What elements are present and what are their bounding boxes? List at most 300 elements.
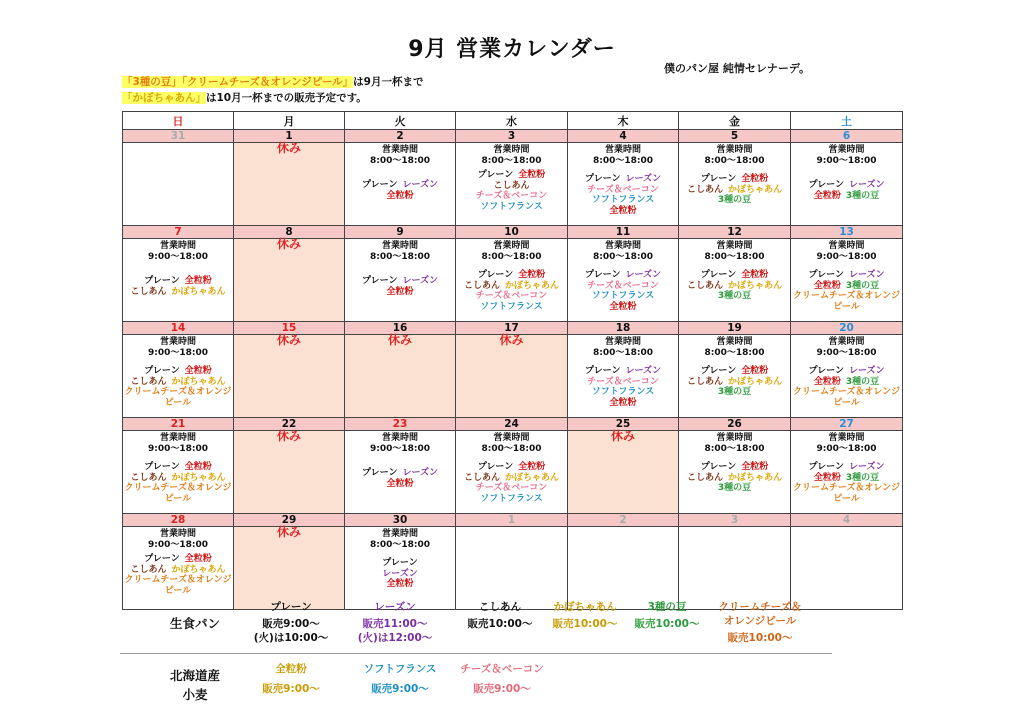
legend-cheese [452, 662, 552, 696]
bread-line [345, 579, 455, 590]
hours-label: 営業時間 [716, 145, 753, 155]
date-number: 25 [568, 418, 679, 431]
hours-value: 8:00～18:00 [592, 347, 654, 358]
bread-line [345, 569, 455, 580]
hours-label: 営業時間 [604, 241, 641, 251]
bread-item: 全粒粉 [609, 397, 637, 408]
bread-line [791, 270, 902, 281]
bread-item: こしあん [130, 286, 167, 297]
legend-wheat-label [150, 666, 240, 704]
bread-item: レーズン [848, 462, 885, 472]
week-2-date-row [123, 226, 903, 239]
hours-value: 9:00～18:00 [147, 443, 209, 454]
bread-item: プレーン [361, 468, 398, 478]
bread-line [123, 575, 233, 586]
bread-line [791, 191, 902, 202]
legend-raisin-time: 販売11:00～ [362, 618, 428, 630]
legend-cream-time: 販売10:00～ [727, 632, 793, 644]
bread-item: チーズ＆ベーコン [475, 291, 548, 301]
bread-item: こしあん [686, 184, 723, 195]
date-number: 31 [123, 130, 234, 143]
bread-item: こしあん [686, 376, 723, 387]
date-number: 17 [456, 322, 568, 335]
notice-rest-1: は9月一杯まで [353, 76, 424, 88]
day-cell [456, 431, 568, 514]
legend-soft-name: ソフトフランス [363, 663, 437, 675]
bread-item: かぼちゃあん [171, 472, 226, 483]
bread-item: プレーン [808, 270, 844, 280]
date-number: 7 [123, 226, 234, 239]
bread-item: レーズン [382, 568, 418, 579]
legend-cream [710, 600, 810, 645]
date-number: 4 [791, 514, 903, 527]
bread-item: こしあん [686, 280, 723, 291]
bread-item: 全粒粉 [609, 205, 637, 216]
bread-item: 全粒粉 [741, 270, 769, 280]
legend-cheese-name: チーズ＆ベーコン [460, 663, 544, 675]
bread-item: かぼちゃあん [505, 472, 560, 483]
bread-item: 3種の豆 [717, 483, 752, 493]
bread-item: レーズン [848, 366, 885, 376]
day-cell-empty [123, 143, 234, 226]
hours-value: 8:00～18:00 [592, 155, 654, 166]
bread-line [679, 270, 790, 281]
date-number: 13 [791, 226, 903, 239]
week-5-cell-row [123, 527, 903, 610]
closed-label: 休み [387, 333, 412, 347]
bread-line [568, 387, 678, 398]
bread-item: ピール [164, 397, 192, 408]
notice-kabocha: 「かぼちゃあん」 [122, 92, 206, 104]
bread-item: プレーン [808, 366, 844, 376]
bread-line [345, 468, 455, 479]
legend-raisin [350, 600, 440, 645]
bread-item: プレーン [808, 462, 844, 472]
bread-line [791, 462, 902, 473]
bread-item: レーズン [625, 270, 662, 280]
legend-plain-time: 販売9:00～ [262, 618, 320, 630]
bread-item: クリームチーズ＆オレンジ [793, 483, 900, 493]
date-number: 24 [456, 418, 568, 431]
bread-item: 全粒粉 [184, 366, 212, 376]
bread-line [345, 479, 455, 490]
date-number: 23 [345, 418, 456, 431]
date-number: 3 [679, 514, 791, 527]
notice-line-2 [122, 90, 367, 105]
hours-label: 営業時間 [381, 145, 418, 155]
hours-label: 営業時間 [716, 433, 753, 443]
shop-name: 僕のパン屋 純情セレナーデ。 [664, 62, 811, 75]
bread-line [123, 494, 233, 505]
bread-line [791, 387, 902, 398]
bread-item: プレーン [144, 366, 180, 376]
legend-soft-time: 販売9:00～ [371, 683, 429, 695]
bread-item: ソフトフランス [591, 291, 655, 301]
legend-kabocha-name: かぼちゃあん [553, 601, 617, 613]
bread-item: チーズ＆ベーコン [475, 191, 548, 201]
bread-item: クリームチーズ＆オレンジ [793, 387, 900, 397]
legend-plain [246, 600, 336, 645]
bread-item: プレーン [361, 276, 398, 286]
day-cell-closed [456, 335, 568, 418]
weekday-sun: 日 [123, 112, 234, 130]
date-number: 3 [456, 130, 568, 143]
bread-item: レーズン [848, 270, 885, 280]
bread-item: レーズン [402, 468, 439, 478]
legend-soft [350, 662, 450, 696]
bread-line [568, 291, 678, 302]
legend-zenryu-name: 全粒粉 [275, 663, 307, 675]
bread-item: ピール [833, 493, 860, 504]
day-cell [679, 335, 791, 418]
hours-label: 営業時間 [493, 145, 530, 155]
bread-item: 全粒粉 [741, 366, 769, 376]
legend-zenryu-time: 販売9:00～ [262, 683, 320, 695]
closed-label: 休み [610, 429, 635, 443]
hours-value: 8:00～18:00 [704, 347, 765, 358]
bread-item: プレーン [144, 462, 180, 472]
bread-line [123, 287, 233, 298]
bread-item: チーズ＆ベーコン [475, 483, 548, 493]
hours-label: 営業時間 [828, 337, 865, 347]
bread-line [791, 398, 902, 409]
bread-line [679, 473, 790, 484]
hours-label: 営業時間 [716, 241, 753, 251]
hours-label: 営業時間 [381, 433, 418, 443]
bread-item: プレーン [700, 366, 737, 376]
bread-line [123, 276, 233, 287]
day-cell [791, 143, 903, 226]
bread-item: こしあん [686, 472, 723, 483]
bread-item: かぼちゃあん [171, 286, 226, 297]
bread-line [456, 281, 567, 292]
bread-line [679, 281, 790, 292]
bread-item: こしあん [130, 376, 167, 387]
bread-line [791, 180, 902, 191]
week-4-cell-row [123, 431, 903, 514]
bread-item: 3種の豆 [717, 195, 752, 205]
date-number: 14 [123, 322, 234, 335]
hours-value: 9:00～18:00 [816, 443, 877, 454]
day-cell [345, 527, 456, 610]
hours-value: 9:00～18:00 [147, 251, 209, 262]
day-cell-empty [791, 527, 903, 610]
bread-item: 3種の豆 [845, 190, 880, 201]
bread-line [345, 287, 455, 298]
bread-line [791, 302, 902, 313]
bread-item: 全粒粉 [386, 190, 414, 201]
bread-item: 全粒粉 [609, 301, 637, 312]
day-cell [456, 239, 568, 322]
day-cell [791, 431, 903, 514]
legend-shokupan-label: 生食パン [169, 616, 220, 631]
hours-label: 営業時間 [381, 241, 418, 251]
day-cell [345, 239, 456, 322]
date-number: 30 [345, 514, 456, 527]
bread-item: チーズ＆ベーコン [587, 376, 659, 387]
bread-item: 全粒粉 [386, 478, 414, 489]
day-cell [568, 239, 679, 322]
date-number: 5 [679, 130, 791, 143]
legend-wheat-label-1: 北海道産 [169, 668, 220, 683]
date-number: 18 [568, 322, 679, 335]
bread-item: 全粒粉 [184, 554, 212, 564]
bread-line [123, 462, 233, 473]
legend-wheat-label-2: 小麦 [182, 687, 208, 702]
weekday-mon: 月 [234, 112, 345, 130]
bread-line [568, 185, 678, 196]
weekday-fri: 金 [679, 112, 791, 130]
closed-label: 休み [276, 333, 301, 347]
bread-line [679, 387, 790, 398]
hours-label: 営業時間 [159, 241, 196, 251]
hours-value: 9:00～18:00 [147, 347, 209, 358]
bread-item: 全粒粉 [813, 190, 841, 201]
calendar-table [122, 111, 903, 610]
hours-value: 8:00～18:00 [704, 443, 765, 454]
bread-item: ソフトフランス [480, 301, 543, 312]
date-number: 11 [568, 226, 679, 239]
bread-line [456, 291, 567, 302]
hours-value: 8:00～18:00 [369, 251, 431, 262]
day-cell-closed [345, 335, 456, 418]
date-number: 16 [345, 322, 456, 335]
bread-line [679, 174, 790, 185]
legend-koshian-name: こしあん [479, 601, 521, 613]
bread-line [791, 483, 902, 494]
date-number: 12 [679, 226, 791, 239]
day-cell [123, 527, 234, 610]
date-number: 4 [568, 130, 679, 143]
bread-line [456, 202, 567, 213]
bread-line [679, 377, 790, 388]
hours-label: 営業時間 [159, 529, 196, 539]
bread-line [456, 302, 567, 313]
legend-plain-time-tue: (火)は10:00～ [253, 632, 329, 644]
day-cell-closed [234, 239, 345, 322]
closed-label: 休み [276, 525, 301, 539]
date-number: 1 [456, 514, 568, 527]
bread-item: クリームチーズ＆オレンジ [124, 387, 232, 397]
bread-item: プレーン [700, 462, 737, 472]
hours-label: 営業時間 [604, 337, 641, 347]
bread-item: 3種の豆 [845, 280, 880, 291]
bread-line [123, 387, 233, 398]
bread-line [791, 366, 902, 377]
day-cell-empty [456, 527, 568, 610]
bread-item: ピール [164, 493, 192, 504]
hours-value: 9:00～18:00 [816, 251, 877, 262]
legend-divider [120, 653, 832, 654]
bread-item: ソフトフランス [480, 201, 543, 212]
bread-item: かぼちゃあん [728, 184, 783, 195]
day-cell [791, 335, 903, 418]
notice-mame: 「3種の豆」 [122, 76, 182, 88]
bread-item: レーズン [402, 276, 439, 286]
date-number: 1 [234, 130, 345, 143]
notice-cream: 「クリームチーズ＆オレンジピール」 [181, 76, 354, 88]
bread-item: かぼちゃあん [728, 472, 783, 483]
week-2-cell-row [123, 239, 903, 322]
hours-label: 営業時間 [828, 241, 865, 251]
bread-line [568, 398, 678, 409]
hours-label: 営業時間 [493, 241, 530, 251]
legend-kabocha-time: 販売10:00～ [552, 618, 618, 630]
legend-zenryu [246, 662, 336, 696]
closed-label: 休み [276, 429, 301, 443]
bread-line [568, 302, 678, 313]
day-cell [568, 143, 679, 226]
hours-value: 9:00～18:00 [816, 347, 877, 358]
legend-mame [622, 600, 712, 631]
bread-line [123, 483, 233, 494]
bread-item: プレーン [382, 558, 418, 568]
bread-item: プレーン [700, 174, 737, 184]
bread-item: プレーン [700, 270, 737, 280]
hours-label: 営業時間 [159, 433, 196, 443]
page-title: 9月 営業カレンダー [408, 37, 616, 62]
notice-line-1 [122, 74, 423, 89]
bread-item: 全粒粉 [518, 462, 546, 472]
bread-item: レーズン [402, 180, 439, 190]
bread-item: 全粒粉 [518, 270, 546, 280]
bread-item: 全粒粉 [184, 276, 212, 286]
date-number: 19 [679, 322, 791, 335]
hours-value: 8:00～18:00 [481, 443, 542, 454]
bread-item: レーズン [625, 366, 662, 376]
legend-plain-name: プレーン [270, 601, 312, 613]
bread-item: 全粒粉 [386, 286, 414, 297]
day-cell [679, 431, 791, 514]
bread-line [456, 181, 567, 192]
hours-label: 営業時間 [828, 145, 865, 155]
legend-mame-name: 3種の豆 [647, 601, 687, 613]
bread-item: プレーン [584, 270, 621, 280]
bread-line [456, 473, 567, 484]
legend-cheese-time: 販売9:00～ [473, 683, 531, 695]
bread-line [791, 473, 902, 484]
bread-item: プレーン [477, 170, 514, 180]
bread-line [568, 174, 678, 185]
bread-item: こしあん [493, 180, 530, 191]
bread-item: ピール [164, 585, 192, 596]
hours-label: 営業時間 [716, 337, 753, 347]
bread-line [123, 565, 233, 576]
bread-item: クリームチーズ＆オレンジ [124, 575, 232, 585]
hours-label: 営業時間 [604, 145, 641, 155]
hours-label: 営業時間 [381, 529, 418, 539]
bread-line [345, 180, 455, 191]
bread-item: チーズ＆ベーコン [587, 280, 659, 291]
date-number: 21 [123, 418, 234, 431]
week-3-cell-row [123, 335, 903, 418]
day-cell [679, 239, 791, 322]
hours-value: 8:00～18:00 [704, 251, 765, 262]
bread-line [568, 366, 678, 377]
week-5-date-row [123, 514, 903, 527]
bread-line [456, 270, 567, 281]
week-1-date-row [123, 130, 903, 143]
hours-label: 営業時間 [159, 337, 196, 347]
hours-value: 9:00～18:00 [147, 539, 209, 550]
bread-item: プレーン [584, 366, 621, 376]
date-number: 27 [791, 418, 903, 431]
legend-cream-name-2: オレンジピール [723, 615, 797, 627]
bread-line [345, 558, 455, 569]
date-number: 2 [568, 514, 679, 527]
bread-item: レーズン [848, 180, 885, 190]
legend-raisin-name: レーズン [374, 601, 416, 613]
hours-value: 9:00～18:00 [816, 155, 877, 166]
week-1-cell-row [123, 143, 903, 226]
bread-item: プレーン [477, 462, 514, 472]
bread-line [456, 191, 567, 202]
day-cell [791, 239, 903, 322]
bread-line [568, 206, 678, 217]
bread-item: プレーン [144, 276, 180, 286]
hours-value: 8:00～18:00 [481, 251, 542, 262]
bread-item: 3種の豆 [845, 472, 880, 483]
bread-item: 全粒粉 [741, 462, 769, 472]
date-number: 22 [234, 418, 345, 431]
bread-line [345, 191, 455, 202]
hours-label: 営業時間 [828, 433, 865, 443]
date-number: 28 [123, 514, 234, 527]
bread-item: こしあん [130, 564, 167, 575]
bread-item: クリームチーズ＆オレンジ [124, 483, 232, 493]
bread-line [791, 377, 902, 388]
bread-line [791, 291, 902, 302]
legend-mame-time: 販売10:00～ [634, 618, 700, 630]
bread-item: かぼちゃあん [728, 376, 783, 387]
bread-item: ソフトフランス [480, 493, 543, 504]
date-number: 26 [679, 418, 791, 431]
bread-item: かぼちゃあん [728, 280, 783, 291]
bread-item: 3種の豆 [845, 376, 880, 387]
bread-line [679, 185, 790, 196]
legend-cream-name-1: クリームチーズ＆ [718, 601, 802, 613]
day-cell [123, 239, 234, 322]
bread-item: かぼちゃあん [505, 280, 560, 291]
day-cell-empty [679, 527, 791, 610]
bread-item: レーズン [625, 174, 662, 184]
hours-value: 8:00～18:00 [592, 251, 654, 262]
bread-item: 全粒粉 [518, 170, 546, 180]
date-number: 2 [345, 130, 456, 143]
bread-item: ソフトフランス [591, 195, 655, 205]
weekday-thu: 木 [568, 112, 679, 130]
bread-line [123, 366, 233, 377]
day-cell-closed [234, 431, 345, 514]
weekday-wed: 水 [456, 112, 568, 130]
bread-item: かぼちゃあん [171, 376, 226, 387]
bread-line [456, 494, 567, 505]
bread-item: クリームチーズ＆オレンジ [793, 291, 900, 301]
bread-line [679, 462, 790, 473]
day-cell [679, 143, 791, 226]
legend-koshian [455, 600, 545, 631]
bread-line [679, 483, 790, 494]
bread-line [456, 462, 567, 473]
bread-line [679, 291, 790, 302]
bread-line [456, 170, 567, 181]
day-cell [123, 431, 234, 514]
hours-value: 8:00～18:00 [369, 155, 431, 166]
hours-value: 8:00～18:00 [481, 155, 542, 166]
bread-item: 全粒粉 [386, 579, 414, 589]
bread-line [123, 554, 233, 565]
day-cell [456, 143, 568, 226]
